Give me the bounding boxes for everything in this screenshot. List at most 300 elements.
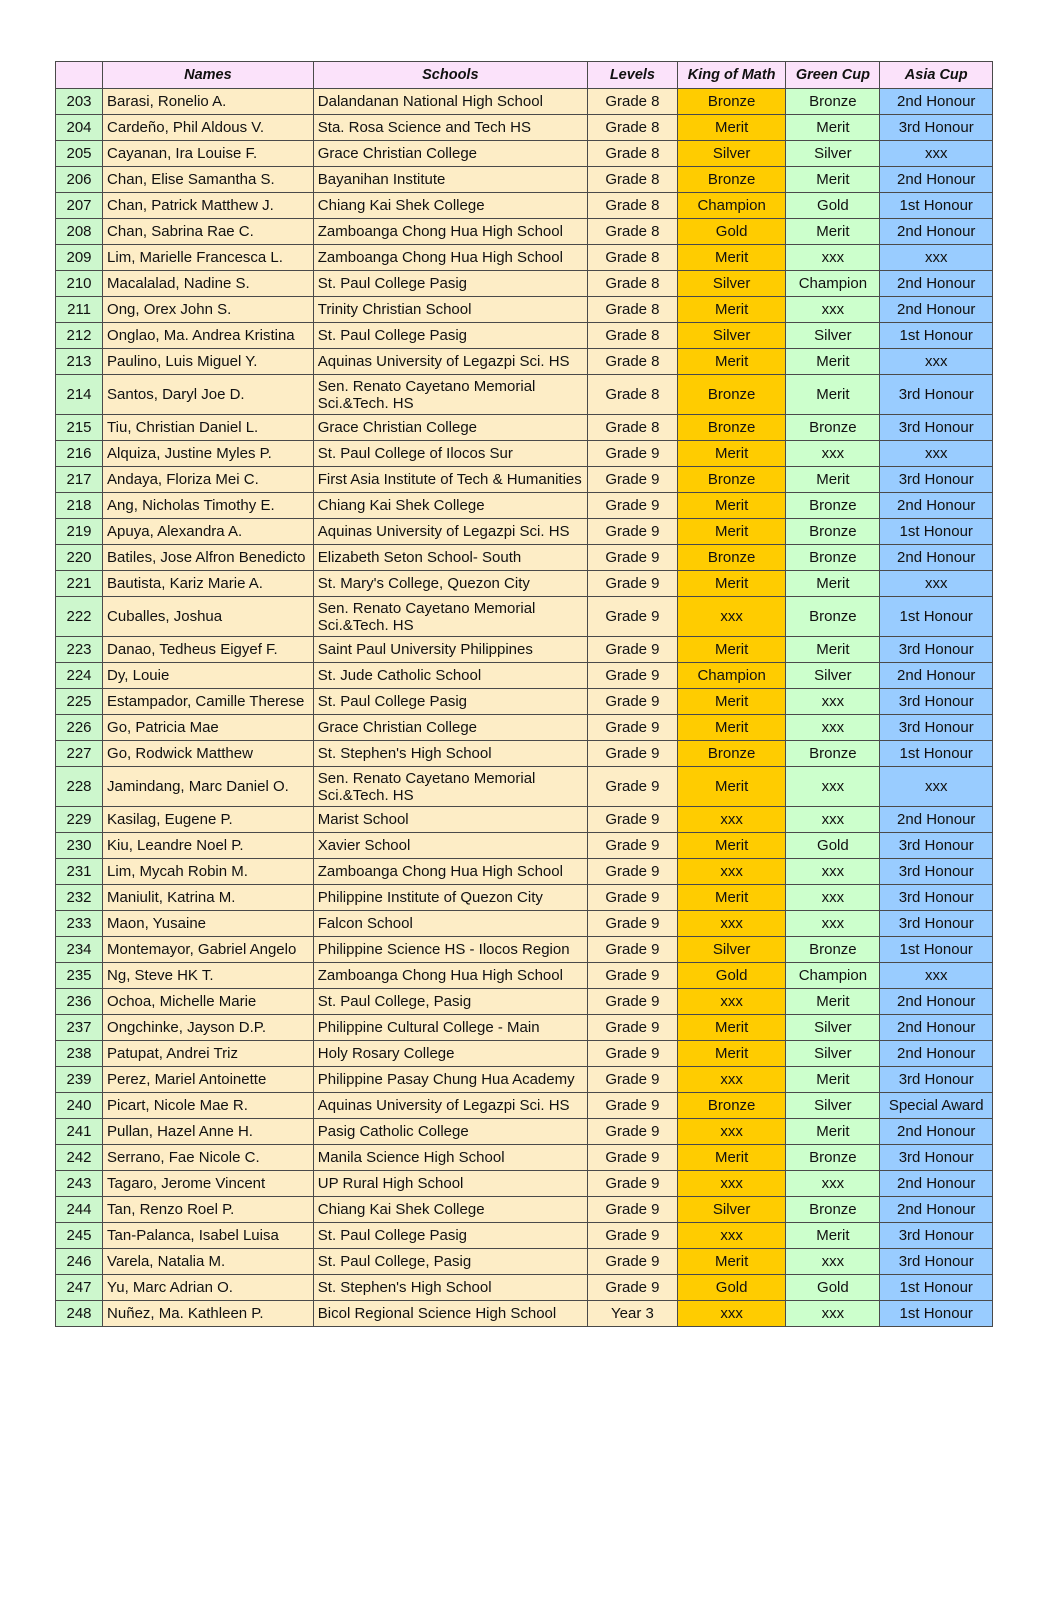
level: Grade 8: [587, 193, 677, 219]
asia-cup-award: 3rd Honour: [880, 115, 993, 141]
king-of-math-award: xxx: [677, 859, 785, 885]
level: Grade 9: [587, 545, 677, 571]
asia-cup-award: 2nd Honour: [880, 219, 993, 245]
table-row: [56, 1145, 993, 1171]
row-number: 225: [56, 689, 103, 715]
header-schools: Schools: [313, 62, 587, 89]
row-number: 219: [56, 519, 103, 545]
king-of-math-award: Merit: [677, 689, 785, 715]
row-number: 226: [56, 715, 103, 741]
school-name: Sen. Renato Cayetano Memorial Sci.&Tech. HS: [313, 767, 587, 807]
row-number: 235: [56, 963, 103, 989]
asia-cup-award: 2nd Honour: [880, 989, 993, 1015]
green-cup-award: Bronze: [786, 597, 880, 637]
school-name: UP Rural High School: [313, 1171, 587, 1197]
student-name: Maniulit, Katrina M.: [103, 885, 314, 911]
row-number: 224: [56, 663, 103, 689]
row-number: 244: [56, 1197, 103, 1223]
school-name: Sta. Rosa Science and Tech HS: [313, 115, 587, 141]
school-name: Zamboanga Chong Hua High School: [313, 963, 587, 989]
asia-cup-award: 3rd Honour: [880, 1145, 993, 1171]
student-name: Chan, Elise Samantha S.: [103, 167, 314, 193]
row-number: 218: [56, 493, 103, 519]
school-name: St. Paul College Pasig: [313, 323, 587, 349]
green-cup-award: Bronze: [786, 741, 880, 767]
green-cup-award: Merit: [786, 571, 880, 597]
table-row: [56, 1015, 993, 1041]
table-row: [56, 519, 993, 545]
row-number: 205: [56, 141, 103, 167]
table-row: [56, 963, 993, 989]
level: Grade 8: [587, 297, 677, 323]
king-of-math-award: Merit: [677, 1249, 785, 1275]
asia-cup-award: 1st Honour: [880, 519, 993, 545]
row-number: 241: [56, 1119, 103, 1145]
asia-cup-award: 2nd Honour: [880, 297, 993, 323]
table-row: [56, 493, 993, 519]
table-row: [56, 349, 993, 375]
school-name: Philippine Cultural College - Main: [313, 1015, 587, 1041]
green-cup-award: Bronze: [786, 1145, 880, 1171]
table-row: [56, 1041, 993, 1067]
school-name: Chiang Kai Shek College: [313, 493, 587, 519]
student-name: Yu, Marc Adrian O.: [103, 1275, 314, 1301]
row-number: 247: [56, 1275, 103, 1301]
asia-cup-award: 2nd Honour: [880, 1171, 993, 1197]
student-name: Nuñez, Ma. Kathleen P.: [103, 1301, 314, 1327]
level: Grade 9: [587, 1067, 677, 1093]
table-row: [56, 545, 993, 571]
green-cup-award: Bronze: [786, 493, 880, 519]
school-name: Zamboanga Chong Hua High School: [313, 219, 587, 245]
row-number: 223: [56, 637, 103, 663]
row-number: 233: [56, 911, 103, 937]
asia-cup-award: 1st Honour: [880, 193, 993, 219]
level: Grade 9: [587, 1145, 677, 1171]
king-of-math-award: Merit: [677, 1145, 785, 1171]
level: Grade 9: [587, 989, 677, 1015]
row-number: 239: [56, 1067, 103, 1093]
asia-cup-award: 1st Honour: [880, 323, 993, 349]
level: Grade 9: [587, 1119, 677, 1145]
row-number: 232: [56, 885, 103, 911]
school-name: Sen. Renato Cayetano Memorial Sci.&Tech. HS: [313, 375, 587, 415]
school-name: Holy Rosary College: [313, 1041, 587, 1067]
king-of-math-award: Gold: [677, 963, 785, 989]
student-name: Ng, Steve HK T.: [103, 963, 314, 989]
school-name: First Asia Institute of Tech & Humanities: [313, 467, 587, 493]
level: Grade 8: [587, 141, 677, 167]
row-number: 220: [56, 545, 103, 571]
school-name: Bayanihan Institute: [313, 167, 587, 193]
school-name: Bicol Regional Science High School: [313, 1301, 587, 1327]
king-of-math-award: xxx: [677, 1067, 785, 1093]
school-name: Xavier School: [313, 833, 587, 859]
row-number: 216: [56, 441, 103, 467]
table-row: [56, 115, 993, 141]
asia-cup-award: xxx: [880, 963, 993, 989]
school-name: St. Paul College, Pasig: [313, 1249, 587, 1275]
header-number: [56, 62, 103, 89]
green-cup-award: Bronze: [786, 519, 880, 545]
table-row: [56, 141, 993, 167]
green-cup-award: Bronze: [786, 89, 880, 115]
level: Grade 9: [587, 741, 677, 767]
student-name: Maon, Yusaine: [103, 911, 314, 937]
king-of-math-award: Merit: [677, 349, 785, 375]
row-number: 211: [56, 297, 103, 323]
asia-cup-award: xxx: [880, 571, 993, 597]
asia-cup-award: 1st Honour: [880, 937, 993, 963]
table-row: [56, 1301, 993, 1327]
table-row: [56, 167, 993, 193]
table-row: [56, 571, 993, 597]
asia-cup-award: xxx: [880, 441, 993, 467]
level: Grade 9: [587, 1015, 677, 1041]
green-cup-award: Merit: [786, 1067, 880, 1093]
asia-cup-award: 2nd Honour: [880, 1197, 993, 1223]
table-row: [56, 441, 993, 467]
school-name: St. Paul College of Ilocos Sur: [313, 441, 587, 467]
king-of-math-award: Bronze: [677, 467, 785, 493]
green-cup-award: xxx: [786, 1301, 880, 1327]
student-name: Kiu, Leandre Noel P.: [103, 833, 314, 859]
green-cup-award: xxx: [786, 1171, 880, 1197]
level: Grade 9: [587, 937, 677, 963]
results-table: [55, 61, 993, 1327]
school-name: Zamboanga Chong Hua High School: [313, 245, 587, 271]
student-name: Montemayor, Gabriel Angelo: [103, 937, 314, 963]
asia-cup-award: 3rd Honour: [880, 859, 993, 885]
row-number: 207: [56, 193, 103, 219]
king-of-math-award: Merit: [677, 833, 785, 859]
level: Grade 8: [587, 167, 677, 193]
student-name: Paulino, Luis Miguel Y.: [103, 349, 314, 375]
header-asia-cup: Asia Cup: [880, 62, 993, 89]
student-name: Santos, Daryl Joe D.: [103, 375, 314, 415]
school-name: Aquinas University of Legazpi Sci. HS: [313, 1093, 587, 1119]
king-of-math-award: Merit: [677, 297, 785, 323]
student-name: Ongchinke, Jayson D.P.: [103, 1015, 314, 1041]
row-number: 208: [56, 219, 103, 245]
level: Grade 8: [587, 349, 677, 375]
asia-cup-award: 2nd Honour: [880, 1041, 993, 1067]
student-name: Tan-Palanca, Isabel Luisa: [103, 1223, 314, 1249]
green-cup-award: xxx: [786, 1249, 880, 1275]
student-name: Ochoa, Michelle Marie: [103, 989, 314, 1015]
table-row: [56, 193, 993, 219]
header-row: [56, 62, 993, 89]
school-name: Manila Science High School: [313, 1145, 587, 1171]
green-cup-award: xxx: [786, 885, 880, 911]
level: Grade 9: [587, 1093, 677, 1119]
table-row: [56, 245, 993, 271]
level: Grade 8: [587, 375, 677, 415]
green-cup-award: xxx: [786, 859, 880, 885]
green-cup-award: xxx: [786, 911, 880, 937]
level: Grade 9: [587, 571, 677, 597]
student-name: Alquiza, Justine Myles P.: [103, 441, 314, 467]
row-number: 217: [56, 467, 103, 493]
green-cup-award: Bronze: [786, 415, 880, 441]
level: Grade 9: [587, 441, 677, 467]
table-row: [56, 271, 993, 297]
asia-cup-award: 3rd Honour: [880, 1223, 993, 1249]
king-of-math-award: Merit: [677, 571, 785, 597]
student-name: Tan, Renzo Roel P.: [103, 1197, 314, 1223]
school-name: Marist School: [313, 807, 587, 833]
king-of-math-award: Bronze: [677, 167, 785, 193]
king-of-math-award: Bronze: [677, 545, 785, 571]
level: Grade 9: [587, 1275, 677, 1301]
green-cup-award: xxx: [786, 297, 880, 323]
student-name: Batiles, Jose Alfron Benedicto: [103, 545, 314, 571]
row-number: 213: [56, 349, 103, 375]
level: Grade 9: [587, 1197, 677, 1223]
student-name: Picart, Nicole Mae R.: [103, 1093, 314, 1119]
green-cup-award: Bronze: [786, 937, 880, 963]
school-name: Philippine Science HS - Ilocos Region: [313, 937, 587, 963]
table-row: [56, 911, 993, 937]
school-name: Chiang Kai Shek College: [313, 1197, 587, 1223]
school-name: St. Paul College Pasig: [313, 271, 587, 297]
green-cup-award: Merit: [786, 1119, 880, 1145]
student-name: Cayanan, Ira Louise F.: [103, 141, 314, 167]
table-row: [56, 1249, 993, 1275]
student-name: Varela, Natalia M.: [103, 1249, 314, 1275]
asia-cup-award: Special Award: [880, 1093, 993, 1119]
king-of-math-award: xxx: [677, 1171, 785, 1197]
student-name: Ang, Nicholas Timothy E.: [103, 493, 314, 519]
level: Grade 8: [587, 415, 677, 441]
asia-cup-award: 3rd Honour: [880, 715, 993, 741]
king-of-math-award: Gold: [677, 1275, 785, 1301]
table-body: [56, 89, 993, 1327]
asia-cup-award: 3rd Honour: [880, 885, 993, 911]
school-name: St. Stephen's High School: [313, 741, 587, 767]
student-name: Go, Patricia Mae: [103, 715, 314, 741]
school-name: Philippine Institute of Quezon City: [313, 885, 587, 911]
student-name: Cuballes, Joshua: [103, 597, 314, 637]
table-row: [56, 323, 993, 349]
school-name: Trinity Christian School: [313, 297, 587, 323]
king-of-math-award: Bronze: [677, 375, 785, 415]
row-number: 242: [56, 1145, 103, 1171]
green-cup-award: Gold: [786, 833, 880, 859]
school-name: Chiang Kai Shek College: [313, 193, 587, 219]
school-name: Falcon School: [313, 911, 587, 937]
school-name: Elizabeth Seton School- South: [313, 545, 587, 571]
table-row: [56, 663, 993, 689]
green-cup-award: Gold: [786, 193, 880, 219]
green-cup-award: Merit: [786, 989, 880, 1015]
row-number: 222: [56, 597, 103, 637]
king-of-math-award: xxx: [677, 1223, 785, 1249]
table-row: [56, 297, 993, 323]
king-of-math-award: Merit: [677, 519, 785, 545]
asia-cup-award: 2nd Honour: [880, 89, 993, 115]
student-name: Onglao, Ma. Andrea Kristina: [103, 323, 314, 349]
asia-cup-award: 3rd Honour: [880, 415, 993, 441]
green-cup-award: Bronze: [786, 545, 880, 571]
green-cup-award: Merit: [786, 1223, 880, 1249]
student-name: Chan, Patrick Matthew J.: [103, 193, 314, 219]
king-of-math-award: Bronze: [677, 741, 785, 767]
student-name: Lim, Marielle Francesca L.: [103, 245, 314, 271]
king-of-math-award: xxx: [677, 989, 785, 1015]
table-row: [56, 1197, 993, 1223]
student-name: Bautista, Kariz Marie A.: [103, 571, 314, 597]
green-cup-award: Silver: [786, 663, 880, 689]
king-of-math-award: xxx: [677, 911, 785, 937]
row-number: 214: [56, 375, 103, 415]
green-cup-award: xxx: [786, 715, 880, 741]
green-cup-award: Merit: [786, 375, 880, 415]
row-number: 238: [56, 1041, 103, 1067]
student-name: Macalalad, Nadine S.: [103, 271, 314, 297]
level: Grade 9: [587, 807, 677, 833]
king-of-math-award: Merit: [677, 1015, 785, 1041]
king-of-math-award: xxx: [677, 1119, 785, 1145]
king-of-math-award: Gold: [677, 219, 785, 245]
level: Grade 9: [587, 1041, 677, 1067]
school-name: Sen. Renato Cayetano Memorial Sci.&Tech. HS: [313, 597, 587, 637]
table-row: [56, 741, 993, 767]
level: Grade 9: [587, 663, 677, 689]
asia-cup-award: 1st Honour: [880, 597, 993, 637]
green-cup-award: Champion: [786, 271, 880, 297]
king-of-math-award: Merit: [677, 637, 785, 663]
level: Grade 9: [587, 493, 677, 519]
asia-cup-award: 2nd Honour: [880, 545, 993, 571]
king-of-math-award: xxx: [677, 597, 785, 637]
row-number: 248: [56, 1301, 103, 1327]
green-cup-award: xxx: [786, 689, 880, 715]
student-name: Patupat, Andrei Triz: [103, 1041, 314, 1067]
asia-cup-award: 3rd Honour: [880, 637, 993, 663]
level: Grade 9: [587, 1171, 677, 1197]
king-of-math-award: Bronze: [677, 415, 785, 441]
student-name: Go, Rodwick Matthew: [103, 741, 314, 767]
row-number: 209: [56, 245, 103, 271]
asia-cup-award: xxx: [880, 245, 993, 271]
king-of-math-award: Champion: [677, 663, 785, 689]
school-name: St. Mary's College, Quezon City: [313, 571, 587, 597]
asia-cup-award: 2nd Honour: [880, 271, 993, 297]
green-cup-award: Merit: [786, 219, 880, 245]
school-name: Pasig Catholic College: [313, 1119, 587, 1145]
school-name: Zamboanga Chong Hua High School: [313, 859, 587, 885]
level: Grade 9: [587, 689, 677, 715]
level: Grade 8: [587, 115, 677, 141]
school-name: Saint Paul University Philippines: [313, 637, 587, 663]
school-name: Dalandanan National High School: [313, 89, 587, 115]
green-cup-award: Merit: [786, 467, 880, 493]
level: Grade 9: [587, 715, 677, 741]
row-number: 204: [56, 115, 103, 141]
row-number: 227: [56, 741, 103, 767]
table-row: [56, 937, 993, 963]
king-of-math-award: Merit: [677, 1041, 785, 1067]
king-of-math-award: Merit: [677, 885, 785, 911]
row-number: 210: [56, 271, 103, 297]
table-row: [56, 219, 993, 245]
school-name: St. Paul College Pasig: [313, 1223, 587, 1249]
asia-cup-award: xxx: [880, 349, 993, 375]
asia-cup-award: 3rd Honour: [880, 1067, 993, 1093]
school-name: Grace Christian College: [313, 141, 587, 167]
asia-cup-award: 2nd Honour: [880, 663, 993, 689]
student-name: Danao, Tedheus Eigyef F.: [103, 637, 314, 663]
table-row: [56, 597, 993, 637]
king-of-math-award: Silver: [677, 141, 785, 167]
row-number: 215: [56, 415, 103, 441]
green-cup-award: Silver: [786, 1041, 880, 1067]
header-levels: Levels: [587, 62, 677, 89]
king-of-math-award: Merit: [677, 715, 785, 741]
level: Grade 9: [587, 911, 677, 937]
green-cup-award: Merit: [786, 115, 880, 141]
level: Grade 9: [587, 637, 677, 663]
row-number: 243: [56, 1171, 103, 1197]
row-number: 206: [56, 167, 103, 193]
school-name: St. Paul College, Pasig: [313, 989, 587, 1015]
school-name: Philippine Pasay Chung Hua Academy: [313, 1067, 587, 1093]
king-of-math-award: Silver: [677, 271, 785, 297]
student-name: Jamindang, Marc Daniel O.: [103, 767, 314, 807]
asia-cup-award: xxx: [880, 141, 993, 167]
student-name: Kasilag, Eugene P.: [103, 807, 314, 833]
level: Grade 9: [587, 1249, 677, 1275]
king-of-math-award: Merit: [677, 767, 785, 807]
green-cup-award: Merit: [786, 349, 880, 375]
asia-cup-award: 2nd Honour: [880, 1015, 993, 1041]
level: Grade 9: [587, 963, 677, 989]
row-number: 230: [56, 833, 103, 859]
table-row: [56, 715, 993, 741]
table-row: [56, 1093, 993, 1119]
header-names: Names: [103, 62, 314, 89]
row-number: 237: [56, 1015, 103, 1041]
row-number: 212: [56, 323, 103, 349]
green-cup-award: xxx: [786, 441, 880, 467]
school-name: St. Paul College Pasig: [313, 689, 587, 715]
level: Grade 8: [587, 271, 677, 297]
king-of-math-award: xxx: [677, 1301, 785, 1327]
row-number: 245: [56, 1223, 103, 1249]
table-row: [56, 1171, 993, 1197]
asia-cup-award: 1st Honour: [880, 1301, 993, 1327]
table-row: [56, 637, 993, 663]
table-row: [56, 833, 993, 859]
green-cup-award: xxx: [786, 245, 880, 271]
king-of-math-award: Merit: [677, 441, 785, 467]
student-name: Chan, Sabrina Rae C.: [103, 219, 314, 245]
school-name: Grace Christian College: [313, 715, 587, 741]
student-name: Pullan, Hazel Anne H.: [103, 1119, 314, 1145]
king-of-math-award: Merit: [677, 115, 785, 141]
green-cup-award: Silver: [786, 1093, 880, 1119]
school-name: St. Jude Catholic School: [313, 663, 587, 689]
row-number: 229: [56, 807, 103, 833]
row-number: 221: [56, 571, 103, 597]
asia-cup-award: 1st Honour: [880, 741, 993, 767]
asia-cup-award: 3rd Honour: [880, 833, 993, 859]
green-cup-award: Merit: [786, 637, 880, 663]
level: Grade 9: [587, 597, 677, 637]
asia-cup-award: 3rd Honour: [880, 1249, 993, 1275]
student-name: Serrano, Fae Nicole C.: [103, 1145, 314, 1171]
